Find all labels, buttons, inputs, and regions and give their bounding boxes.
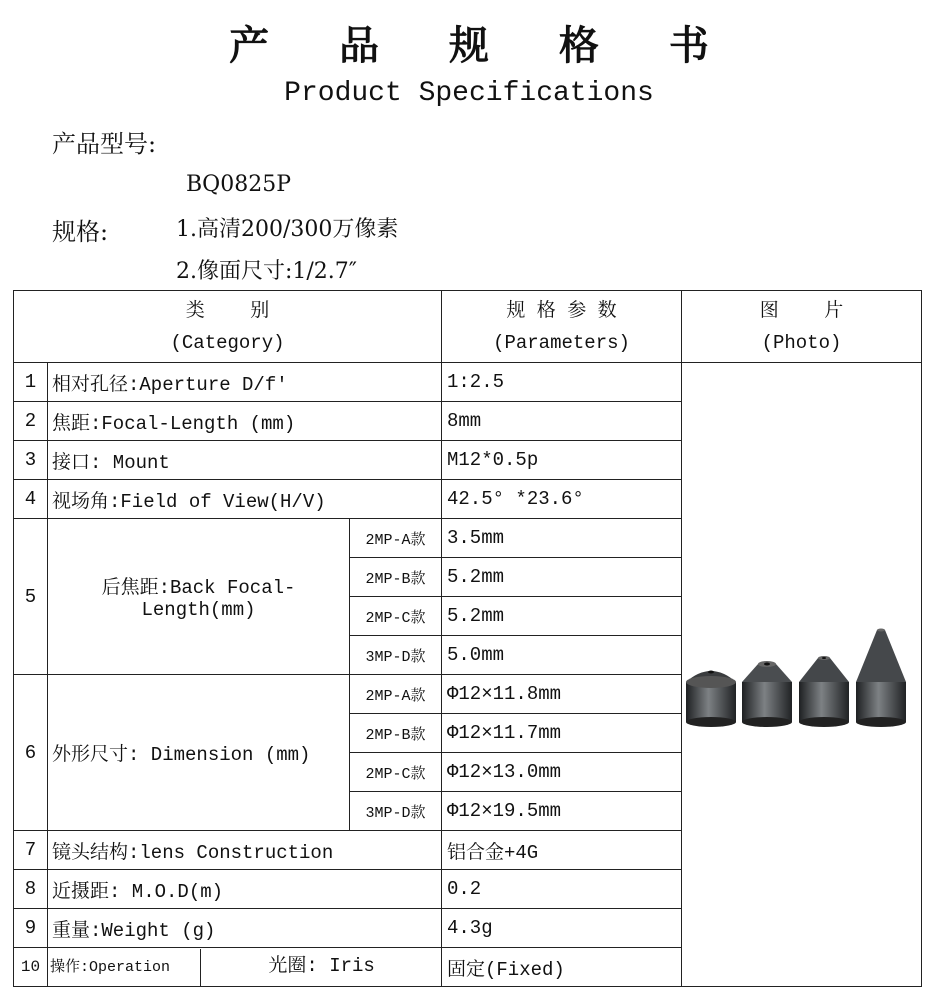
row-value: 5.2mm: [442, 558, 682, 597]
back-focal-label: [48, 519, 350, 675]
lens-photo: [682, 363, 922, 987]
row-number: 7: [14, 831, 48, 870]
row-value: Φ12×11.8mm: [442, 675, 682, 714]
row-number: 10: [14, 948, 48, 987]
header-photo: [682, 291, 922, 363]
row-value: Φ12×19.5mm: [442, 792, 682, 831]
row-value: 42.5° *23.6°: [442, 480, 682, 519]
row-value: 8mm: [442, 402, 682, 441]
row-value: 4.3g: [442, 909, 682, 948]
row-value: 铝合金+4G: [442, 831, 682, 870]
back-focal-label-line2: Length(mm): [141, 599, 256, 621]
row-number: 5: [14, 519, 48, 675]
sub-model: 3MP-D款: [350, 792, 442, 831]
header-category: [14, 291, 442, 363]
row-label: 重量:Weight (g): [48, 909, 442, 948]
table-row: [14, 363, 922, 402]
page-title-cn: 产 品 规 格 书: [229, 22, 737, 69]
table-header-row: [14, 291, 922, 363]
row-value: 固定(Fixed): [442, 948, 682, 987]
lens-d: [856, 628, 906, 727]
sub-model: 2MP-B款: [350, 558, 442, 597]
dimension-label: 外形尺寸: Dimension (mm): [48, 675, 350, 831]
lens-c: [799, 656, 849, 727]
row-label: 近摄距: M.O.D(m): [48, 870, 442, 909]
row-value: 0.2: [442, 870, 682, 909]
row-number: 6: [14, 675, 48, 831]
row-label: 相对孔径:Aperture D/f′: [48, 363, 442, 402]
sub-model: 2MP-B款: [350, 714, 442, 753]
header-params: [442, 291, 682, 363]
row-value: Φ12×11.7mm: [442, 714, 682, 753]
row-number: 9: [14, 909, 48, 948]
row-value: 3.5mm: [442, 519, 682, 558]
row-value: 5.2mm: [442, 597, 682, 636]
lens-a: [686, 670, 736, 727]
row-number: 3: [14, 441, 48, 480]
row-number: 2: [14, 402, 48, 441]
operation-label: 操作:Operation: [48, 949, 201, 986]
sub-model: 2MP-A款: [350, 519, 442, 558]
header-category-cn: 类 别: [185, 299, 270, 322]
row-label: 焦距:Focal-Length (mm): [48, 402, 442, 441]
row-number: 8: [14, 870, 48, 909]
row-value: Φ12×13.0mm: [442, 753, 682, 792]
row-value: 1:2.5: [442, 363, 682, 402]
header-category-en: (Category): [170, 331, 285, 354]
row-label: 视场角:Field of View(H/V): [48, 480, 442, 519]
spec-table: [13, 290, 922, 987]
sub-model: 2MP-C款: [350, 753, 442, 792]
row-value: 5.0mm: [442, 636, 682, 675]
spec-line-1: 1.高清200/300万像素: [176, 217, 399, 242]
sub-model: 2MP-A款: [350, 675, 442, 714]
lens-b: [742, 661, 792, 727]
page-title-en: Product Specifications: [284, 78, 654, 109]
spec-label: 规格:: [52, 218, 109, 246]
spec-line-2: 2.像面尺寸:1/2.7″: [176, 259, 358, 284]
row-number: 4: [14, 480, 48, 519]
operation-cell: [48, 948, 442, 987]
row-label: 镜头结构:lens Construction: [48, 831, 442, 870]
operation-sub: 光圈: Iris: [268, 954, 375, 977]
pinhole-lens-icon: [682, 612, 922, 732]
back-focal-label-line1: 后焦距:Back Focal-: [101, 577, 296, 599]
row-label: 接口: Mount: [48, 441, 442, 480]
sub-model: 3MP-D款: [350, 636, 442, 675]
header-params-en: (Parameters): [493, 331, 630, 354]
header-photo-cn: 图 片: [759, 299, 844, 322]
model-value: BQ0825P: [186, 172, 291, 197]
sub-model: 2MP-C款: [350, 597, 442, 636]
model-label: 产品型号:: [52, 130, 157, 158]
row-value: M12*0.5p: [442, 441, 682, 480]
header-photo-en: (Photo): [761, 331, 842, 354]
header-params-cn: 规 格 参 数: [506, 299, 617, 322]
row-number: 1: [14, 363, 48, 402]
